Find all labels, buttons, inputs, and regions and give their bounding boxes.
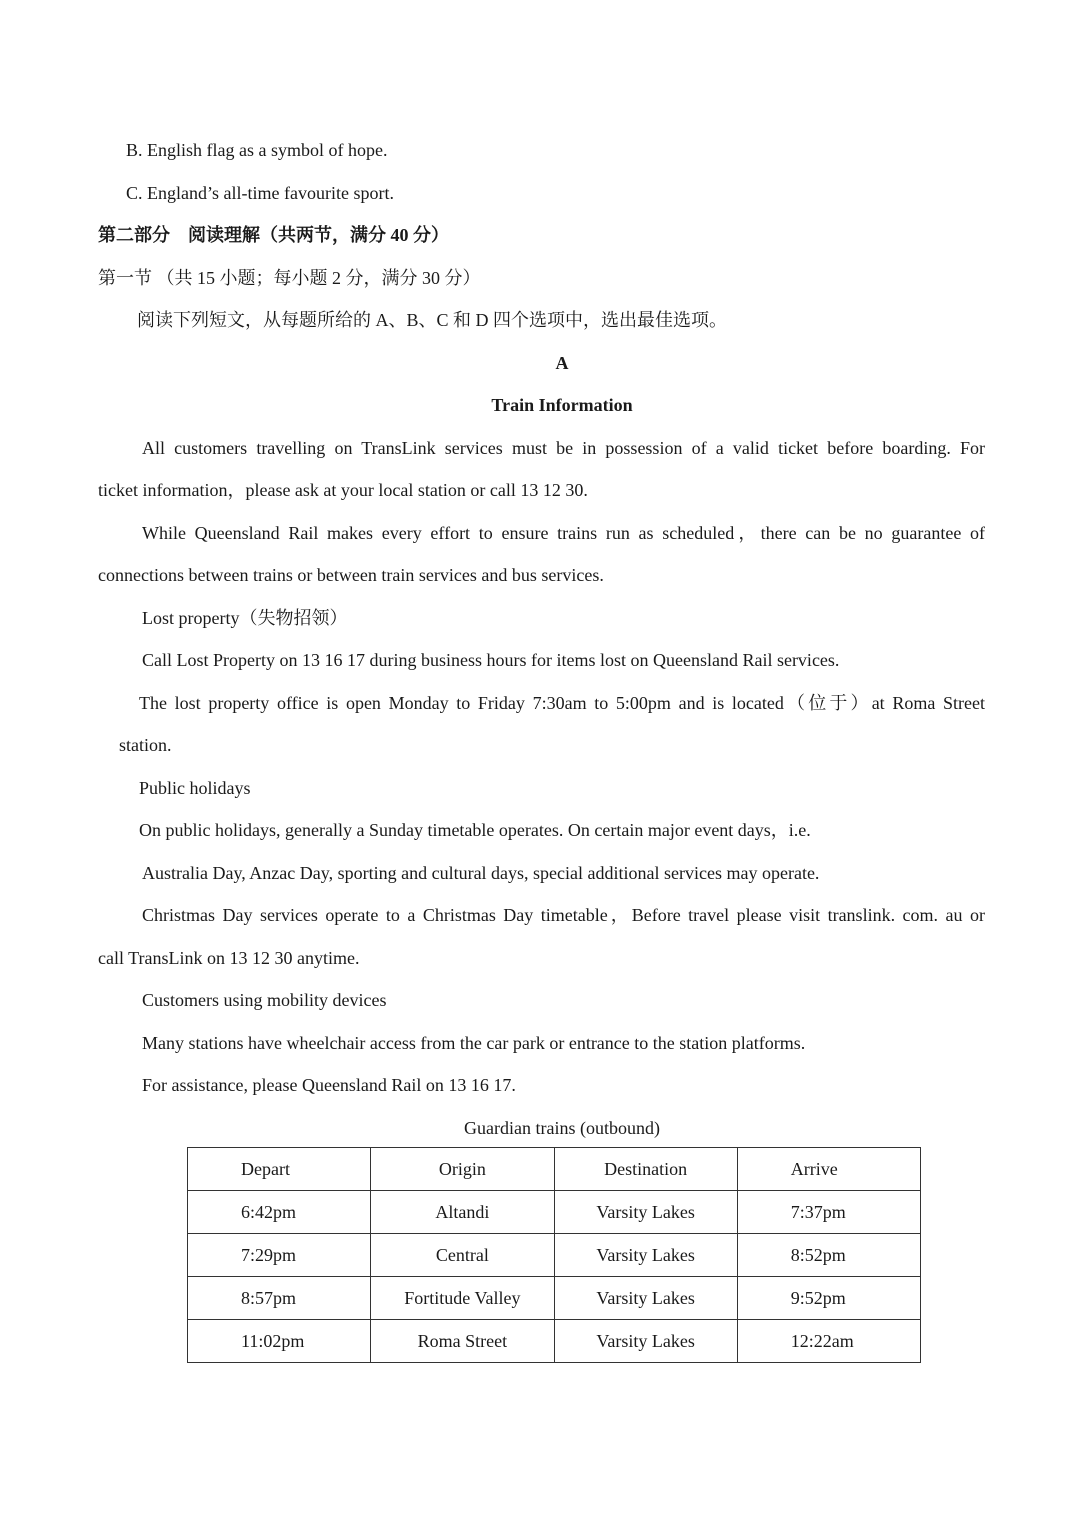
origin-cell: Fortitude Valley — [371, 1277, 554, 1320]
destination-cell: Varsity Lakes — [554, 1191, 737, 1234]
paragraph-3: Call Lost Property on 13 16 17 during business hours for items lost on Queensland Rail services. — [142, 650, 840, 670]
depart-cell: 11:02pm — [188, 1320, 371, 1363]
table-caption: Guardian trains (outbound) — [464, 1118, 660, 1138]
heading-mobility: Customers using mobility devices — [142, 990, 387, 1010]
passage-title: Train Information — [491, 395, 633, 415]
paragraph-2-line-2: connections between trains or between train services and bus services. — [98, 565, 604, 585]
paragraph-4-line-2: station. — [119, 735, 172, 755]
arrive-cell: 12:22am — [737, 1320, 920, 1363]
paragraph-2-line-1: While Queensland Rail makes every effort to ensure trains run as scheduled，there can be no guarantee of — [142, 523, 985, 543]
origin-cell: Central — [371, 1234, 554, 1277]
arrive-cell: 8:52pm — [737, 1234, 920, 1277]
subsection-title: 第一节 （共 15 小题；每小题 2 分，满分 30 分） — [98, 268, 481, 288]
destination-cell: Varsity Lakes — [554, 1320, 737, 1363]
column-header-depart: Depart — [188, 1148, 371, 1191]
heading-public-holidays: Public holidays — [139, 778, 251, 798]
column-header-destination: Destination — [554, 1148, 737, 1191]
paragraph-4-line-1: The lost property office is open Monday to Friday 7:30am to 5:00pm and is located（位于）at Roma Street — [139, 693, 985, 713]
depart-cell: 6:42pm — [188, 1191, 371, 1234]
table-row — [188, 1320, 921, 1363]
depart-cell: 7:29pm — [188, 1234, 371, 1277]
paragraph-9: For assistance, please Queensland Rail on 13 16 17. — [142, 1075, 516, 1095]
table-row — [188, 1234, 921, 1277]
origin-cell: Roma Street — [371, 1320, 554, 1363]
instruction: 阅读下列短文，从每题所给的 A、B、C 和 D 四个选项中，选出最佳选项。 — [137, 310, 728, 330]
paragraph-7-line-1: Christmas Day services operate to a Christmas Day timetable，Before travel please visit translink. com. au or — [142, 905, 985, 925]
destination-cell: Varsity Lakes — [554, 1277, 737, 1320]
destination-cell: Varsity Lakes — [554, 1234, 737, 1277]
column-header-arrive: Arrive — [737, 1148, 920, 1191]
arrive-cell: 9:52pm — [737, 1277, 920, 1320]
paragraph-7-line-2: call TransLink on 13 12 30 anytime. — [98, 948, 360, 968]
paragraph-1-line-1: All customers travelling on TransLink services must be in possession of a valid ticket before boarding. For — [142, 438, 985, 458]
option-b: B. English flag as a symbol of hope. — [126, 140, 388, 160]
part-title: 第二部分 阅读理解（共两节，满分 40 分） — [98, 225, 449, 245]
paragraph-5: On public holidays, generally a Sunday timetable operates. On certain major event days，i.e. — [139, 820, 811, 840]
column-header-origin: Origin — [371, 1148, 554, 1191]
heading-lost-property: Lost property（失物招领） — [142, 608, 348, 628]
paragraph-1-line-2: ticket information，please ask at your local station or call 13 12 30. — [98, 480, 588, 500]
paragraph-8: Many stations have wheelchair access from the car park or entrance to the station platforms. — [142, 1033, 806, 1053]
timetable — [187, 1147, 921, 1363]
arrive-cell: 7:37pm — [737, 1191, 920, 1234]
passage-letter: A — [555, 353, 569, 373]
origin-cell: Altandi — [371, 1191, 554, 1234]
table-row — [188, 1277, 921, 1320]
table-header-row — [188, 1148, 921, 1191]
table-row — [188, 1191, 921, 1234]
depart-cell: 8:57pm — [188, 1277, 371, 1320]
paragraph-6: Australia Day, Anzac Day, sporting and cultural days, special additional services may operate. — [142, 863, 820, 883]
option-c: C. England’s all-time favourite sport. — [126, 183, 394, 203]
